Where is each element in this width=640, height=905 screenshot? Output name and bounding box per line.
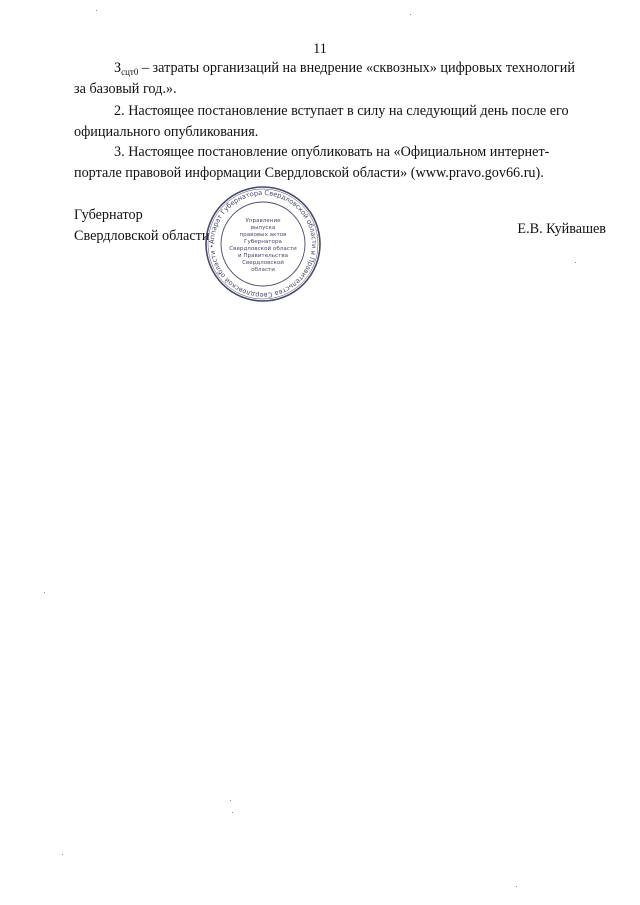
paragraph-3-line1: 3. Настоящее постановление опубликовать на «Официальном интернет- [114, 144, 550, 160]
definition-text-line2: за базовый год.». [74, 81, 177, 97]
scan-speck [516, 886, 517, 887]
seal-line-4: Губернатора [244, 239, 282, 245]
signatory-title-line1: Губернатор [74, 207, 143, 223]
seal-line-3: правовых актов [239, 232, 287, 238]
scan-speck [575, 262, 576, 263]
scan-speck [62, 854, 63, 855]
paragraph-2-line2: официального опубликования. [74, 124, 259, 140]
scan-speck [410, 14, 411, 15]
seal-line-8: области [251, 267, 275, 273]
signatory-title [74, 205, 209, 247]
definition-text-line1: – затраты организаций на внедрение «сквозных» цифровых технологий [138, 60, 575, 76]
seal-line-1: Управление [245, 218, 281, 224]
scan-speck [44, 592, 45, 593]
paragraph-2-line1: 2. Настоящее постановление вступает в силу на следующий день после его [114, 103, 569, 119]
signatory-name: Е.В. Куйвашев [517, 221, 606, 237]
seal-line-7: Свердловской [242, 260, 284, 266]
signatory-title-line2: Свердловской области [74, 228, 210, 244]
seal-ring-text: Аппарат Губернатора Свердловской области и Правительства Свердловской области • [207, 188, 319, 300]
paragraph-entry-into-force [74, 101, 602, 143]
paragraph-publication [74, 142, 602, 184]
seal-line-2: выпуска [250, 225, 276, 231]
seal-line-6: и Правительства [237, 253, 289, 259]
official-seal-stamp [203, 184, 323, 304]
formula-subscript: сцт0 [121, 67, 139, 77]
seal-line-5: Свердловской области [229, 246, 297, 252]
page-number: 11 [313, 41, 327, 57]
formula-symbol: З [114, 60, 122, 76]
paragraph-definition [74, 58, 602, 100]
scan-speck [232, 812, 233, 813]
scan-speck [230, 800, 231, 801]
scan-speck [96, 10, 97, 11]
paragraph-3-line2: портале правовой информации Свердловской области» (www.pravo.gov66.ru). [74, 165, 544, 181]
